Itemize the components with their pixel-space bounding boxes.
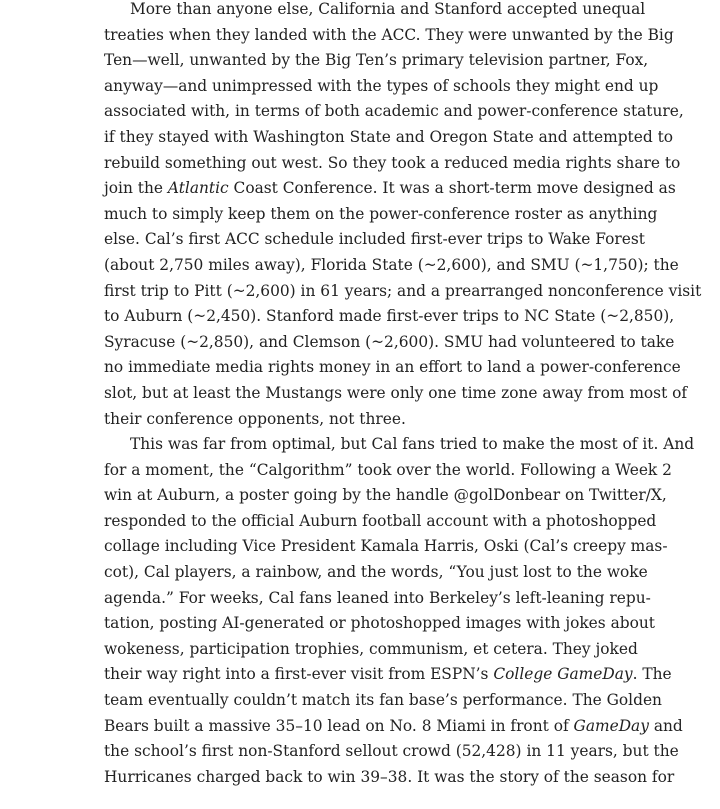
paragraph — [104, 0, 702, 432]
text-run: (about 2,750 miles away), Florida State (~2,600), and SMU (~1,750); the — [104, 255, 679, 274]
text-run: Hurricanes charged back to win 39–38. It was the story of the season for — [104, 767, 675, 786]
text-line — [104, 253, 679, 279]
text-line — [104, 714, 683, 740]
text-run: responded to the official Auburn football account with a photoshopped — [104, 511, 657, 530]
text-run: join the — [104, 179, 168, 198]
text-line — [104, 279, 702, 305]
text-run: team eventually couldn’t match its fan base’s performance. The Golden — [104, 691, 662, 710]
text-run: tation, posting AI-generated or photoshopped images with jokes about — [104, 614, 655, 633]
text-line — [104, 176, 676, 202]
text-line — [104, 637, 638, 663]
book-page — [104, 0, 702, 790]
text-run: if they stayed with Washington State and Oregon State and attempted to — [104, 127, 674, 146]
text-line — [104, 330, 675, 356]
text-line — [104, 509, 657, 535]
text-run: . The — [632, 665, 672, 684]
text-line — [104, 483, 667, 509]
italic-title: GameDay — [573, 716, 649, 735]
italic-title: College GameDay — [493, 665, 633, 684]
text-run: no immediate media rights money in an effort to land a power-conference — [104, 358, 681, 377]
text-line — [104, 534, 668, 560]
text-run: rebuild something out west. So they took a reduced media rights share to — [104, 153, 681, 172]
text-run: wokeness, participation trophies, communism, et cetera. They joked — [104, 639, 638, 658]
paragraph — [104, 432, 695, 790]
text-line — [104, 74, 659, 100]
text-run: their way right into a first-ever visit from ESPN’s — [104, 665, 494, 684]
text-run: the school’s first non-Stanford sellout crowd (52,428) in 11 years, but the — [104, 742, 679, 761]
text-run: Bears built a massive 35–10 lead on No. 8 Miami in front of — [104, 716, 574, 735]
text-run: win at Auburn, a poster going by the handle @golDonbear on Twitter/X, — [104, 486, 667, 505]
text-run: collage including Vice President Kamala Harris, Oski (Cal’s creepy mas- — [104, 537, 668, 556]
text-line — [104, 688, 662, 714]
text-run: cot), Cal players, a rainbow, and the words, “You just lost to the woke — [104, 563, 648, 582]
text-line — [104, 0, 646, 23]
text-line — [104, 662, 672, 688]
text-run: and — [648, 716, 683, 735]
text-line — [104, 458, 672, 484]
text-run: Syracuse (~2,850), and Clemson (~2,600). SMU had volunteered to take — [104, 332, 675, 351]
text-line — [104, 99, 684, 125]
text-line — [104, 304, 675, 330]
text-run: treaties when they landed with the ACC. They were unwanted by the Big — [104, 25, 674, 44]
text-line — [104, 432, 695, 458]
text-line — [104, 48, 649, 74]
text-line — [104, 355, 681, 381]
text-line — [104, 560, 648, 586]
text-run: for a moment, the “Calgorithm” took over the world. Following a Week 2 — [104, 460, 672, 479]
text-run: their conference opponents, not three. — [104, 409, 406, 428]
text-line — [104, 227, 645, 253]
text-line — [104, 407, 631, 433]
text-run: More than anyone else, California and Stanford accepted unequal — [130, 0, 646, 18]
text-line — [104, 151, 681, 177]
text-run: first trip to Pitt (~2,600) in 61 years; and a prearranged nonconference visit — [104, 281, 702, 300]
text-line — [104, 765, 675, 791]
text-line — [104, 739, 679, 765]
text-run: anyway—and unimpressed with the types of schools they might end up — [104, 76, 659, 95]
text-run: agenda.” For weeks, Cal fans leaned into Berkeley’s left-leaning repu- — [104, 588, 651, 607]
text-line — [104, 23, 674, 49]
text-line — [104, 586, 651, 612]
italic-title: Atlantic — [167, 179, 229, 198]
text-line — [104, 202, 658, 228]
text-run: associated with, in terms of both academic and power-conference stature, — [104, 102, 684, 121]
text-line — [104, 611, 655, 637]
text-run: Coast Conference. It was a short-term move designed as — [228, 179, 676, 198]
text-run: else. Cal’s first ACC schedule included first-ever trips to Wake Forest — [104, 230, 645, 249]
text-run: slot, but at least the Mustangs were only one time zone away from most of — [104, 383, 688, 402]
text-run: Ten—well, unwanted by the Big Ten’s primary television partner, Fox, — [104, 51, 649, 70]
text-run: to Auburn (~2,450). Stanford made first-ever trips to NC State (~2,850), — [104, 307, 675, 326]
text-line — [104, 381, 688, 407]
text-run: This was far from optimal, but Cal fans tried to make the most of it. And — [130, 435, 695, 454]
text-line — [104, 125, 674, 151]
text-run: much to simply keep them on the power-conference roster as anything — [104, 204, 658, 223]
